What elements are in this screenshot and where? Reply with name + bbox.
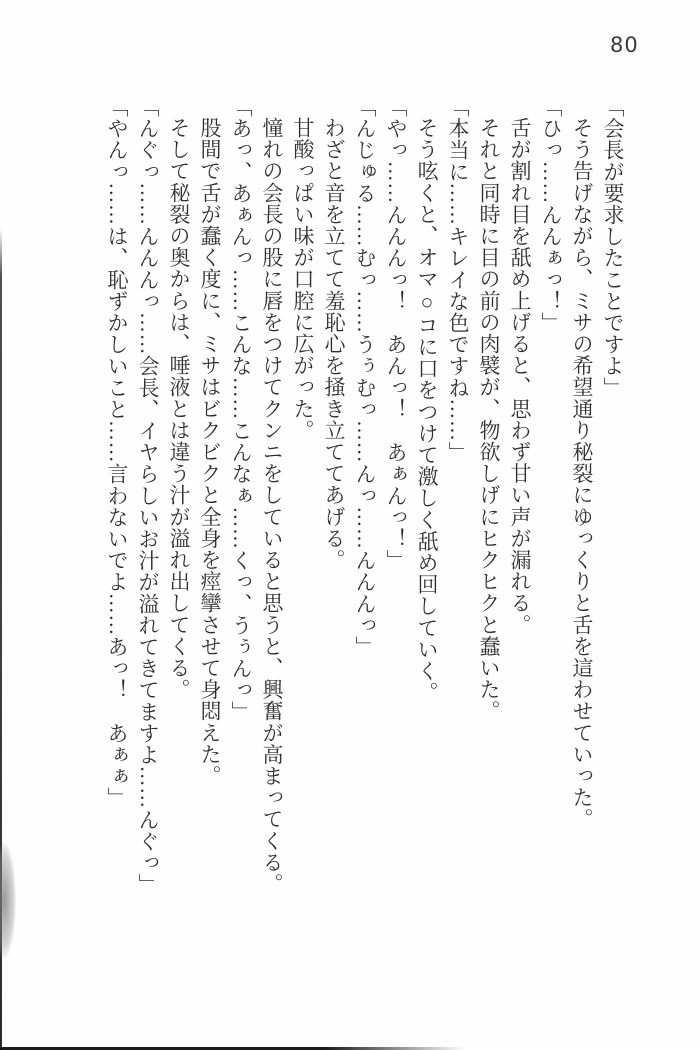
text-line: 「あっ、あぁんっ……こんな……こんなぁ……くっ、うぅんっ」 xyxy=(229,96,253,723)
text-line: 「会長が要求したことですよ」 xyxy=(601,96,625,399)
text-line: 「本当に……キレイな色ですね……」 xyxy=(446,96,470,464)
text-line: 甘酸っぱい味が口腔に広がった。 xyxy=(291,117,315,441)
scan-smudge xyxy=(0,843,16,958)
text-line: わざと音を立てて羞恥心を掻き立ててあげる。 xyxy=(322,117,346,571)
page-number: 80 xyxy=(610,33,639,57)
text-line: 「んじゅる……むっ……うぅむっ……んっ……んんんっ」 xyxy=(353,96,377,658)
text-line: 股間で舌が蠢く度に、ミサはビクビクと全身を痙攣させて身悶えた。 xyxy=(198,117,222,787)
text-line: 舌が割れ目を舐め上げると、思わず甘い声が漏れる。 xyxy=(508,117,532,636)
text-line: そう告げながら、ミサの希望通り秘裂にゆっくりと舌を這わせていった。 xyxy=(570,117,594,830)
text-line: それと同時に目の前の肉襞が、物欲しげにヒクヒクと蠢いた。 xyxy=(477,117,501,722)
text-line: 「んぐっ……んんんっ……会長、イヤらしいお汁が溢れてきてますよ……んぐっ」 xyxy=(136,96,160,896)
text-line: そう呟くと、オマ○コに口をつけて激しく舐め回していく。 xyxy=(415,117,439,704)
text-line: 「ひっ……んんぁっ！」 xyxy=(539,96,563,334)
text-line: 「やっ……んんんっ！ あんっ！ あぁんっ！」 xyxy=(384,96,408,572)
text-area xyxy=(97,96,628,1018)
text-line: 「やんっ……は、恥ずかしいこと……言わないでよ……あっ！ あぁぁ」 xyxy=(105,96,129,809)
text-line: 憧れの会長の股に唇をつけてクンニをしていると思うと、興奮が高まってくる。 xyxy=(260,117,284,895)
text-line: そして秘裂の奥からは、唾液とは違う汁が溢れ出してくる。 xyxy=(167,117,191,701)
